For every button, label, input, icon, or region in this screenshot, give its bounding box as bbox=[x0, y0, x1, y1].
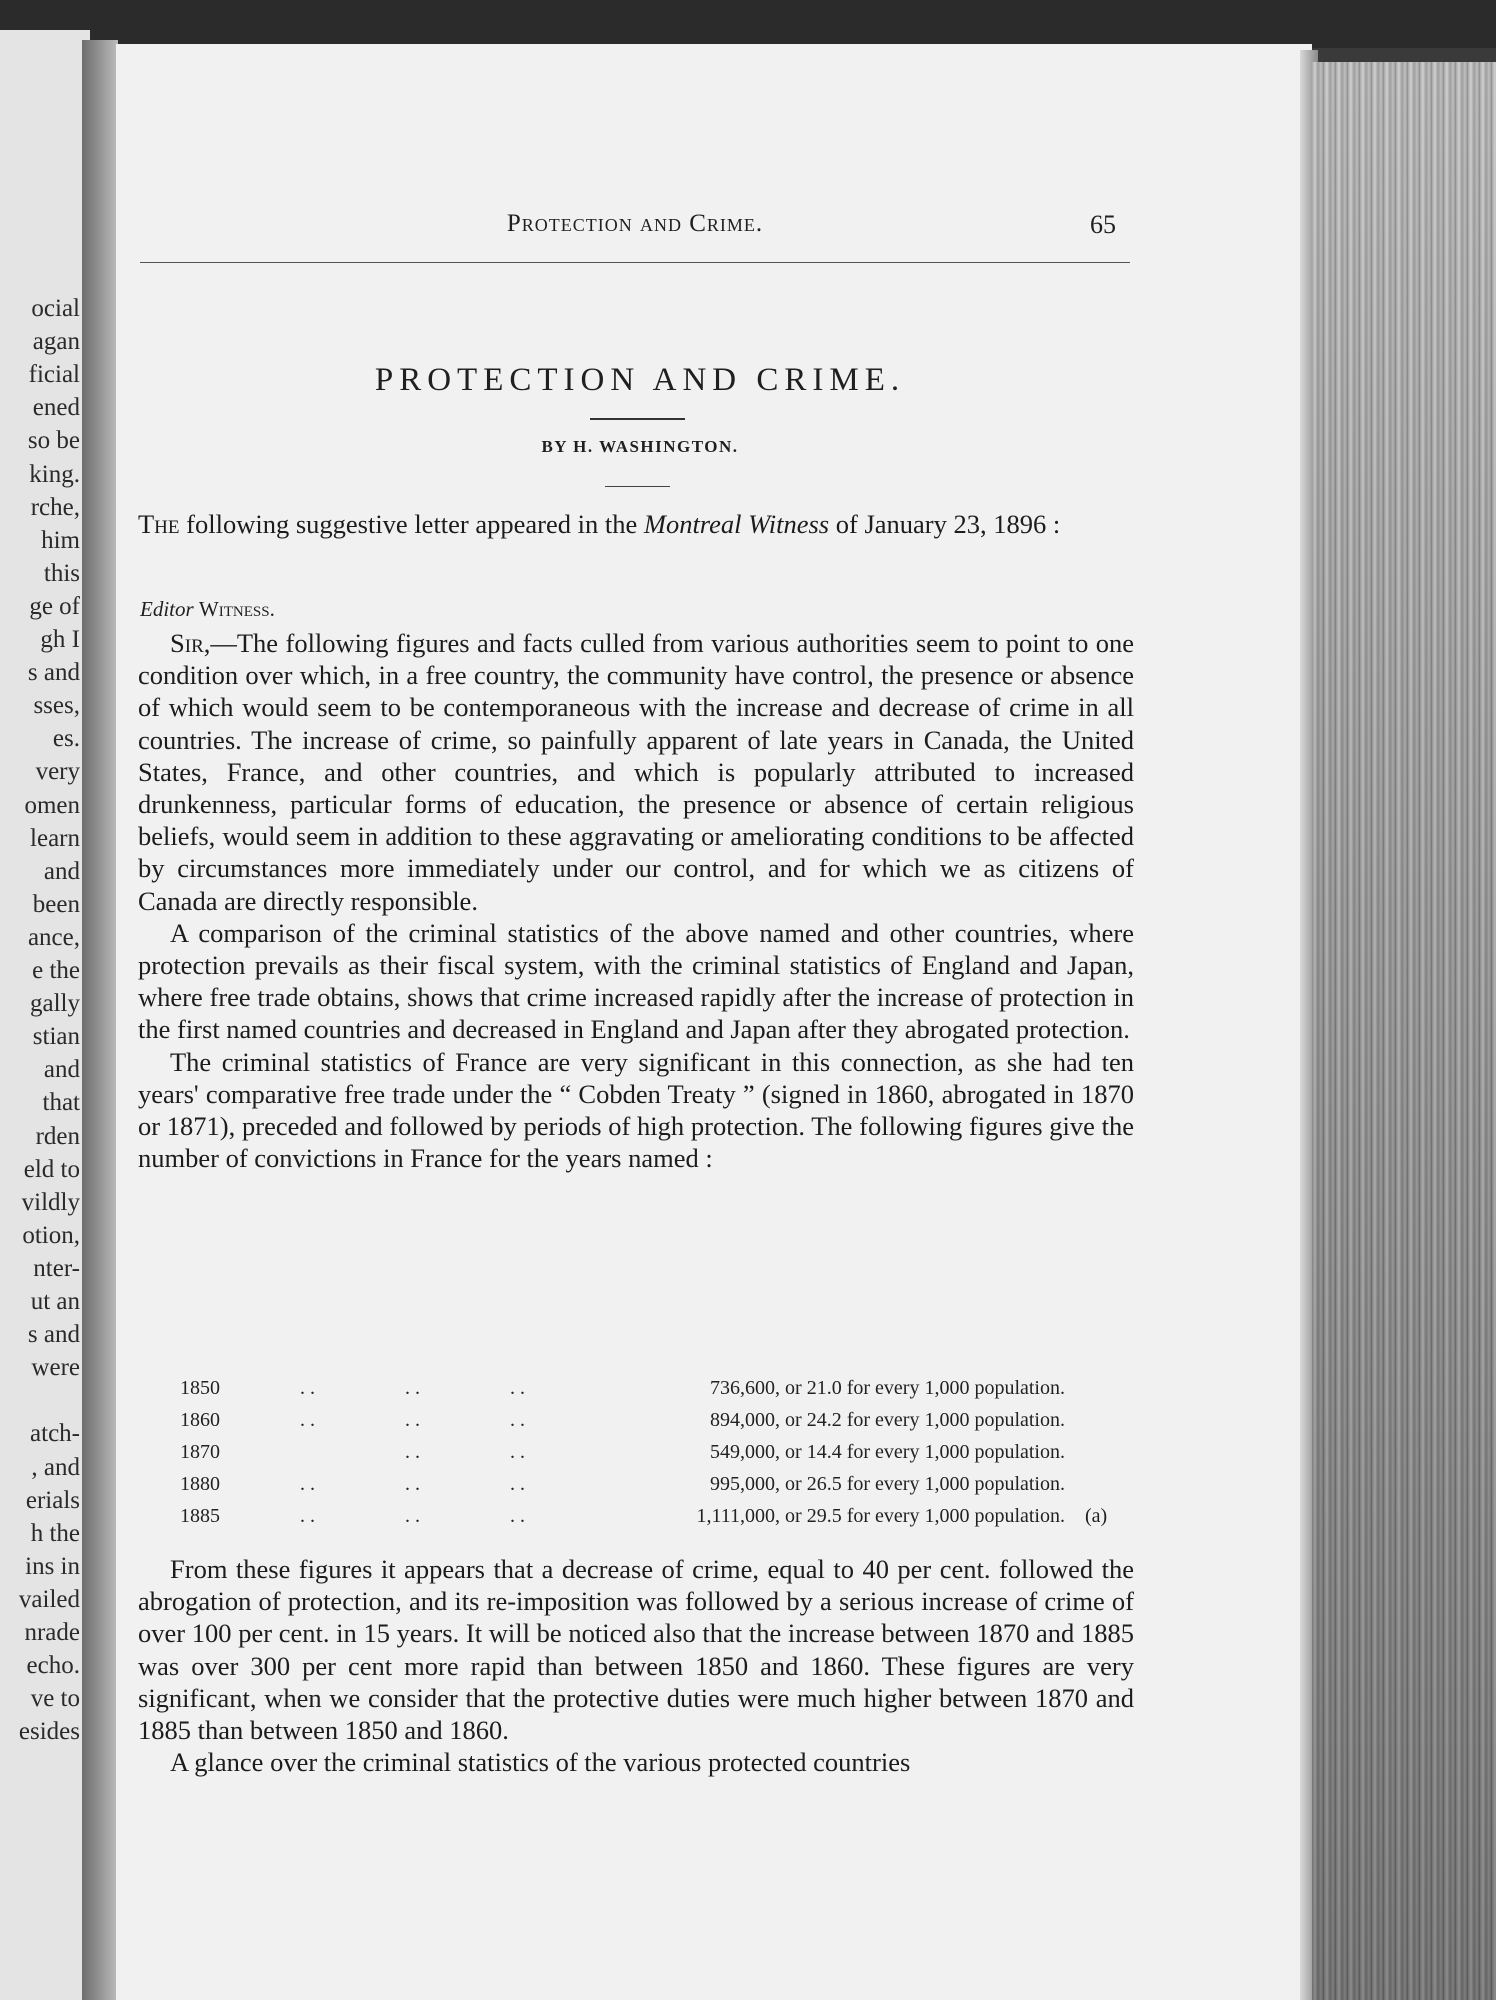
table-row bbox=[180, 1404, 1120, 1436]
facing-page-line: nter- bbox=[33, 1254, 80, 1282]
table-year: 1885 bbox=[180, 1505, 220, 1527]
facing-page-line: and bbox=[43, 1056, 80, 1084]
leader-dots: .. bbox=[405, 1441, 425, 1463]
table-year: 1850 bbox=[180, 1377, 220, 1399]
facing-page-line: atch- bbox=[30, 1420, 80, 1448]
leader-dots: .. bbox=[510, 1473, 530, 1495]
facing-page-line: es. bbox=[52, 725, 80, 753]
table-year: 1870 bbox=[180, 1441, 220, 1463]
table-value: 995,000, or 26.5 for every 1,000 population. bbox=[710, 1473, 1065, 1495]
table-row bbox=[180, 1468, 1120, 1500]
letter-sir: Sir, bbox=[170, 628, 211, 658]
letter-paragraph-1-text: —The following figures and facts culled from various authorities seem to point to one condition over which, in a free country, the community have control, the presence or absence of which would seem to be contemporaneous with the increase and decrease of crime in all countries. The increase of crime, so painfully apparent of late years in Canada, the United States, France, and other countries, and which is popularly attributed to increased drunkenness, particular forms of education, the presence or absence of certain religious beliefs, would seem in addition to these aggravating or ameliorating conditions to be affected by circumstances more immediately under our control, and for which we as citizens of Canada are directly responsible. bbox=[138, 628, 1134, 916]
convictions-table bbox=[180, 1372, 1120, 1532]
facing-page-line: erials bbox=[25, 1486, 80, 1514]
leader-dots: .. bbox=[510, 1377, 530, 1399]
facing-page-line: ocial bbox=[31, 295, 80, 322]
facing-page-line: very bbox=[35, 758, 80, 786]
facing-page-line: sses, bbox=[33, 692, 80, 720]
facing-page-line: vailed bbox=[18, 1585, 80, 1613]
facing-page-line: gally bbox=[30, 990, 80, 1018]
facing-page-line: him bbox=[41, 526, 80, 554]
byline-rule bbox=[605, 486, 670, 487]
header-rule bbox=[140, 262, 1130, 263]
facing-page-line: agan bbox=[32, 328, 80, 356]
facing-page-line: , and bbox=[31, 1453, 80, 1481]
facing-page-line: and bbox=[43, 857, 80, 885]
letter-paragraph-1 bbox=[138, 627, 1134, 917]
article-title: PROTECTION AND CRIME. bbox=[374, 362, 906, 398]
facing-page-line: that bbox=[42, 1089, 80, 1117]
table-year: 1880 bbox=[180, 1473, 220, 1495]
leader-dots: .. bbox=[300, 1473, 320, 1495]
facing-page-line: stian bbox=[32, 1023, 80, 1051]
book-gutter bbox=[82, 40, 118, 2000]
letter-paragraph-4: From these figures it appears that a decrease of crime, equal to 40 per cent. followed the abrogation of protection, and its re-imposition was followed by a serious increase of crime of over 100 per cent. in 15 years. It will be noticed also that the increase between 1870 and 1885 was over 300 per cent more rapid than between 1850 and 1860. These figures are very significant, when we consider that the protective duties were much higher between 1870 and 1885 than between 1850 and 1860. bbox=[138, 1554, 1134, 1746]
book-block-shading bbox=[1312, 62, 1496, 2000]
salutation-witness: Witness. bbox=[198, 597, 275, 621]
letter-paragraph-3: The criminal statistics of France are very significant in this connection, as she had ten years' comparative free trade under the “ Cobden Treaty ” (signed in 1860, abrogated in 1870 or 1871), preceded and followed by periods of high protection. The following figures give the number of convictions in France for the years named : bbox=[138, 1046, 1134, 1174]
facing-page-line: s and bbox=[27, 659, 80, 687]
leader-dots: .. bbox=[300, 1409, 320, 1431]
leader-dots: .. bbox=[300, 1377, 320, 1399]
intro-lead: The bbox=[138, 509, 180, 539]
facing-page-line: this bbox=[43, 559, 80, 587]
leader-dots: .. bbox=[405, 1473, 425, 1495]
table-row bbox=[180, 1436, 1120, 1468]
facing-page-line: e the bbox=[32, 957, 80, 984]
table-row bbox=[180, 1372, 1120, 1404]
intro-text-after: of January 23, 1896 : bbox=[829, 509, 1061, 539]
leader-dots: .. bbox=[510, 1409, 530, 1431]
facing-page-line: otion, bbox=[22, 1221, 80, 1249]
intro-text-before: following suggestive letter appeared in the bbox=[179, 509, 644, 539]
facing-page-line: were bbox=[31, 1354, 80, 1382]
facing-page-line: eld to bbox=[23, 1155, 80, 1183]
page-number: 65 bbox=[1090, 210, 1116, 239]
facing-page-fragment bbox=[0, 30, 90, 2000]
table-value: 1,111,000, or 29.5 for every 1,000 population. bbox=[696, 1505, 1065, 1527]
facing-page-line: learn bbox=[30, 824, 80, 852]
title-rule bbox=[590, 418, 685, 420]
salutation-editor: Editor bbox=[140, 597, 194, 621]
facing-page-line: h the bbox=[30, 1519, 80, 1547]
leader-dots: .. bbox=[405, 1409, 425, 1431]
leader-dots: .. bbox=[510, 1441, 530, 1463]
facing-page-line: esides bbox=[18, 1718, 80, 1746]
letter-paragraph-5: A glance over the criminal statistics of the various protected countries bbox=[170, 1747, 911, 1778]
leader-dots: .. bbox=[510, 1505, 530, 1527]
facing-page-line: rden bbox=[35, 1122, 80, 1150]
facing-page-line: ge of bbox=[29, 592, 80, 620]
letter-body bbox=[138, 627, 1134, 1174]
table-value: 736,600, or 21.0 for every 1,000 population. bbox=[710, 1377, 1065, 1399]
letter-paragraph-2: A comparison of the criminal statistics of the above named and other countries, where protection prevails as their fiscal system, with the criminal statistics of England and Japan, where free trade obtains, shows that crime increased rapidly after the increase of protection in the first named countries and decreased in England and Japan after they abrogated protection. bbox=[138, 917, 1134, 1045]
table-note: (a) bbox=[1085, 1505, 1108, 1527]
scan-background-top bbox=[0, 0, 1496, 48]
leader-dots: .. bbox=[405, 1377, 425, 1399]
facing-page-line: ance, bbox=[27, 923, 80, 951]
facing-page-line: s and bbox=[27, 1321, 80, 1349]
facing-page-line: rche, bbox=[30, 493, 80, 521]
facing-page-line: ficial bbox=[28, 361, 80, 389]
facing-page-line: so be bbox=[27, 427, 80, 455]
byline: BY H. WASHINGTON. bbox=[541, 437, 739, 456]
facing-page-line: echo. bbox=[26, 1652, 80, 1680]
publication-name: Montreal Witness bbox=[643, 509, 830, 539]
facing-page-line: vildly bbox=[21, 1188, 80, 1216]
facing-page-line: ins in bbox=[25, 1552, 80, 1580]
facing-page-line: king. bbox=[29, 460, 80, 488]
leader-dots: .. bbox=[405, 1505, 425, 1527]
table-value: 894,000, or 24.2 for every 1,000 population. bbox=[710, 1409, 1065, 1431]
salutation bbox=[140, 597, 275, 622]
running-head: Protection and Crime. bbox=[506, 210, 764, 237]
intro-paragraph bbox=[138, 508, 1134, 540]
table-value: 549,000, or 14.4 for every 1,000 population. bbox=[710, 1441, 1065, 1463]
facing-page-line: ut an bbox=[30, 1288, 80, 1315]
facing-page-line: omen bbox=[24, 791, 80, 819]
facing-page-line: ve to bbox=[30, 1685, 80, 1713]
table-row bbox=[180, 1500, 1120, 1532]
leader-dots: .. bbox=[300, 1505, 320, 1527]
table-year: 1860 bbox=[180, 1409, 220, 1431]
facing-page-line: nrade bbox=[24, 1619, 80, 1646]
letter-body-continued bbox=[138, 1553, 1134, 1778]
facing-page-line: ened bbox=[32, 394, 80, 422]
facing-page-line: been bbox=[32, 890, 80, 918]
facing-page-line: gh I bbox=[40, 626, 80, 653]
